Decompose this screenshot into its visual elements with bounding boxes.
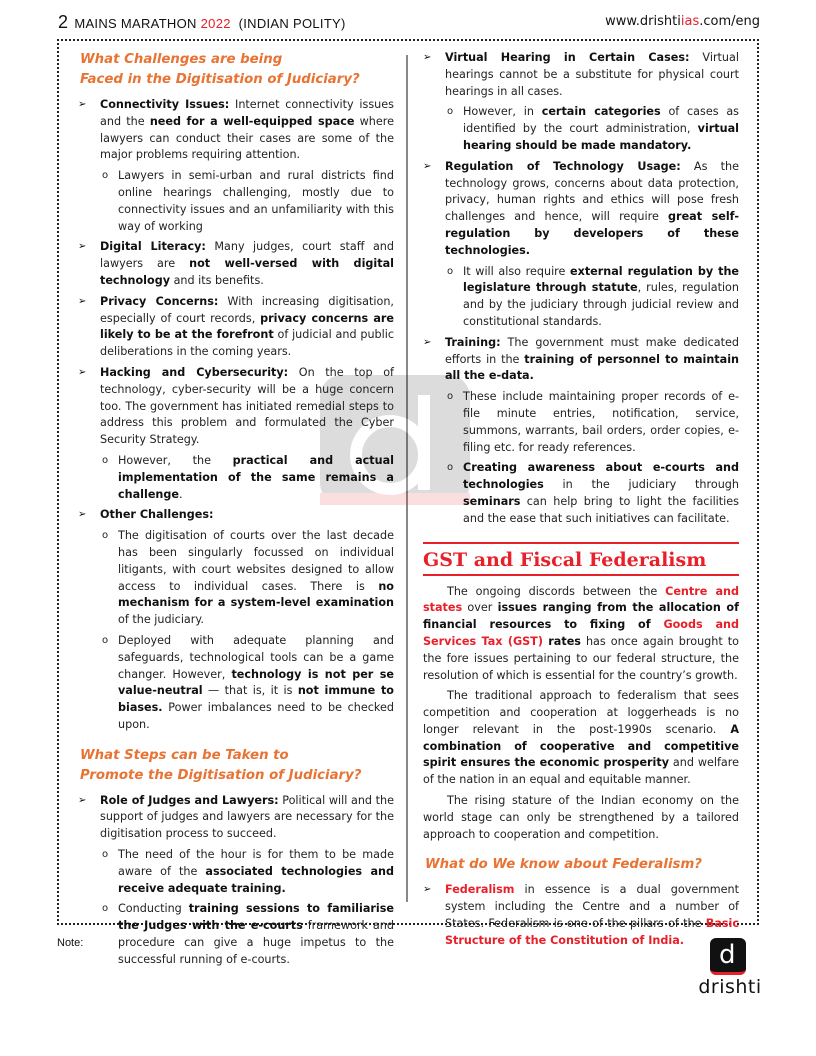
paragraph bbox=[423, 584, 739, 685]
item-text: where lawyers can conduct their cases are some of the major problems requiring attention. bbox=[100, 114, 394, 162]
sub-item-text: Conducting bbox=[118, 902, 189, 916]
circle-bullet-icon: o bbox=[102, 849, 109, 861]
circle-bullet-icon: o bbox=[102, 903, 109, 915]
arrow-bullet-icon: ➢ bbox=[78, 509, 87, 521]
sub-item-emphasis: external regulation by the legislature through statute bbox=[463, 264, 739, 295]
sub-item-text: These include maintaining proper records of e-file minute entries, notification, service, summons, warrants, bail orders, order copies, e-filing etc. for ready references. bbox=[463, 390, 739, 454]
item-emphasis: need for a well-equipped space bbox=[149, 114, 355, 128]
arrow-bullet-icon: ➢ bbox=[78, 794, 87, 806]
heading-line: What Challenges are being bbox=[80, 52, 283, 67]
item-text: The government must make dedicated efforts in the bbox=[445, 335, 739, 366]
sub-item-emphasis: virtual hearing should be made mandatory. bbox=[463, 122, 739, 152]
item-emphasis: privacy concerns are likely to be at the forefront bbox=[100, 311, 394, 342]
section-title: GST and Fiscal Federalism bbox=[423, 548, 707, 571]
item-emphasis: not well-versed with digital technology bbox=[100, 257, 394, 287]
circle-bullet-icon: o bbox=[102, 530, 109, 542]
sub-item-emphasis: not immune to biases. bbox=[118, 684, 394, 715]
circle-bullet-icon: o bbox=[447, 391, 454, 403]
item-highlight: Federalism bbox=[445, 883, 515, 897]
arrow-bullet-icon: ➢ bbox=[78, 366, 87, 378]
list-item bbox=[78, 294, 394, 361]
item-title: Digital Literacy: bbox=[100, 240, 206, 254]
heading-line: Promote the Digitisation of Judiciary? bbox=[80, 767, 362, 783]
column-divider bbox=[406, 55, 408, 902]
sub-list-item bbox=[445, 460, 739, 527]
circle-bullet-icon: o bbox=[447, 106, 454, 118]
sub-item-emphasis: technology is not per se value-neutral bbox=[118, 667, 394, 698]
item-text: Internet connectivity issues and the bbox=[100, 98, 394, 128]
list-item bbox=[423, 335, 739, 385]
page-number: 2 bbox=[58, 12, 69, 32]
sub-item-text: It will also require bbox=[463, 264, 571, 278]
series-year: 2022 bbox=[200, 16, 231, 31]
list-item bbox=[423, 882, 739, 949]
item-text: Virtual hearings cannot be a substitute for physical court hearings in all cases. bbox=[445, 51, 739, 98]
note-label: Note: bbox=[57, 937, 84, 949]
item-text: in essence is a dual government system including the Centre and a number of States. Federalism is one of the pillars of the bbox=[445, 883, 739, 931]
logo-letter: d bbox=[719, 940, 736, 970]
sub-item-text: The digitisation of courts over the last decade has been singularly focussed on individual litigants, with court websites designed to allow access to individual cases. There is bbox=[118, 529, 394, 593]
sub-item-text: . bbox=[178, 487, 183, 501]
sub-item-text: However, in bbox=[463, 105, 542, 119]
list-item bbox=[423, 159, 739, 260]
item-text: Political will and the support of judges and lawyers are necessary for the digitisation process to succeed. bbox=[100, 793, 394, 841]
sub-item-text: Deployed with adequate planning and safeguards, technological tools can be a game changer. However, bbox=[118, 633, 394, 681]
item-text: Many judges, court staff and lawyers are bbox=[100, 240, 394, 271]
item-text: As the technology grows, concerns about data protection, privacy, human rights and ethics will pose fresh challenges and hence, will require bbox=[445, 159, 739, 224]
sub-item-text: can help bring to light the facilities and the ease that such initiatives can facilitate. bbox=[463, 494, 739, 525]
sub-list-item bbox=[100, 633, 394, 734]
para-text: The ongoing discords between the bbox=[447, 584, 666, 598]
logo-d-icon bbox=[710, 938, 746, 975]
sub-item-emphasis: no mechanism for a system-level examination bbox=[118, 579, 394, 610]
sub-item-text: However, the bbox=[118, 453, 233, 467]
sub-item-text: framework and procedure can give a huge impetus to the successful running of e-courts. bbox=[118, 919, 394, 966]
circle-bullet-icon: o bbox=[102, 634, 109, 646]
para-text: over bbox=[462, 601, 498, 615]
sub-item-emphasis: certain categories bbox=[541, 105, 661, 119]
sub-item-text: of cases as identified by the court administration, bbox=[463, 105, 740, 136]
para-emphasis: issues ranging from the allocation of financial resources to fixing of bbox=[423, 601, 739, 632]
sub-list-item bbox=[445, 389, 739, 456]
circle-bullet-icon: o bbox=[102, 454, 109, 466]
paragraph bbox=[423, 688, 739, 789]
item-text: With increasing digitisation, especially of court records, bbox=[100, 294, 394, 325]
site-suffix: .com/eng bbox=[699, 14, 760, 29]
list-item bbox=[78, 793, 394, 843]
sub-list-item bbox=[100, 847, 394, 897]
sub-item-text: of the judiciary. bbox=[118, 613, 204, 627]
sub-item-emphasis: practical and actual implementation of the same remains a challenge bbox=[118, 453, 394, 501]
arrow-bullet-icon: ➢ bbox=[423, 336, 432, 348]
item-title: Connectivity Issues: bbox=[100, 98, 230, 111]
sub-item-text: Lawyers in semi-urban and rural districts find online hearings challenging, mostly due to connectivity issues and an unfamiliarity with this way of working bbox=[118, 169, 394, 233]
section-title-box bbox=[423, 542, 739, 576]
running-title bbox=[58, 12, 346, 33]
heading-line: What Steps can be Taken to bbox=[80, 747, 289, 763]
sub-item-text: Power imbalances need to be checked upon. bbox=[118, 701, 394, 731]
para-highlight: Goods and Services Tax (GST) bbox=[423, 618, 740, 648]
list-item bbox=[78, 365, 394, 449]
para-emphasis: A combination of cooperative and competitive spirit ensures the economic prosperity bbox=[423, 722, 739, 770]
item-text: On the top of technology, cyber-security will be a huge concern too. The government has initiated remedial steps to address this problem and formulated the Cyber Security Strategy. bbox=[100, 365, 394, 447]
item-title: Role of Judges and Lawyers: bbox=[100, 793, 279, 807]
sub-list-item bbox=[100, 528, 394, 629]
arrow-bullet-icon: ➢ bbox=[423, 884, 432, 896]
site-link[interactable] bbox=[605, 14, 760, 29]
arrow-bullet-icon: ➢ bbox=[423, 52, 432, 63]
item-title: Regulation of Technology Usage: bbox=[445, 159, 681, 173]
site-accent: ias bbox=[680, 14, 700, 29]
circle-bullet-icon: o bbox=[102, 170, 109, 182]
para-text: has once again brought to the fore issues pertaining to our federal structure, the resolution of which is essential for the country’s growth. bbox=[423, 634, 739, 682]
arrow-bullet-icon: ➢ bbox=[78, 295, 87, 307]
logo-text: drishti bbox=[698, 976, 762, 998]
item-text: of judicial and public deliberations in the coming years. bbox=[100, 328, 395, 359]
item-highlight: Basic Structure of the Constitution of India. bbox=[445, 917, 739, 947]
sub-list-item bbox=[445, 104, 739, 154]
para-text: and welfare of the nation in an equal and equitable manner. bbox=[423, 756, 739, 787]
page-header bbox=[58, 12, 760, 34]
site-prefix: www.drishti bbox=[605, 14, 681, 29]
series-subject: (INDIAN POLITY) bbox=[238, 16, 346, 31]
sub-item-text: The need of the hour is for them to be made aware of the bbox=[118, 848, 394, 878]
list-item bbox=[78, 239, 394, 289]
drishti-logo bbox=[698, 938, 762, 998]
para-emphasis: rates bbox=[542, 634, 581, 648]
sub-list-item bbox=[100, 901, 394, 968]
arrow-bullet-icon: ➢ bbox=[78, 241, 87, 253]
series-title: MAINS MARATHON bbox=[74, 16, 197, 31]
list-item bbox=[423, 50, 739, 100]
heading-line: Faced in the Digitisation of Judiciary? bbox=[80, 72, 360, 87]
sub-list-item bbox=[100, 168, 394, 235]
sub-item-emphasis: associated technologies and receive adequate training. bbox=[118, 864, 394, 895]
sub-item-emphasis: training sessions to familiarise the Judges with the e-courts bbox=[118, 902, 394, 933]
item-title: Virtual Hearing in Certain Cases: bbox=[445, 51, 690, 64]
para-highlight: Centre and states bbox=[423, 584, 740, 615]
item-title: Hacking and Cybersecurity: bbox=[100, 365, 289, 379]
sub-item-text: , rules, regulation and by the judiciary through judicial review and constitutional standards. bbox=[463, 281, 739, 328]
steps-heading bbox=[80, 746, 394, 786]
item-emphasis: training of personnel to maintain all the e-data. bbox=[445, 352, 740, 383]
arrow-bullet-icon: ➢ bbox=[423, 160, 432, 172]
sub-item-text: in the judiciary through bbox=[543, 478, 739, 492]
sub-item-emphasis: Creating awareness about e-courts and technologies bbox=[463, 461, 739, 492]
challenges-heading bbox=[80, 50, 394, 90]
federalism-heading: What do We know about Federalism? bbox=[425, 857, 703, 873]
item-title: Training: bbox=[445, 335, 501, 349]
left-column bbox=[78, 50, 394, 973]
circle-bullet-icon: o bbox=[447, 265, 454, 277]
list-item bbox=[78, 507, 394, 524]
item-emphasis: great self-regulation by developers of these technologies. bbox=[445, 210, 739, 257]
item-text: and its benefits. bbox=[170, 273, 264, 287]
paragraph: The rising stature of the Indian economy on the world stage can only be strengthened by a tailored approach to cooperation and competition. bbox=[423, 794, 739, 841]
right-column bbox=[423, 50, 739, 954]
circle-bullet-icon: o bbox=[447, 462, 454, 474]
item-title: Privacy Concerns: bbox=[100, 294, 219, 308]
item-title: Other Challenges: bbox=[100, 508, 214, 522]
sub-list-item bbox=[445, 264, 739, 331]
sub-list-item bbox=[100, 453, 394, 503]
sub-item-emphasis: seminars bbox=[463, 494, 521, 508]
sub-item-text: — that is, it is bbox=[202, 684, 298, 698]
list-item bbox=[78, 97, 394, 164]
arrow-bullet-icon: ➢ bbox=[78, 99, 87, 110]
para-text: The traditional approach to federalism that sees competition and cooperation at loggerheads is no longer relevant in the post-1990s scenario. bbox=[423, 689, 739, 736]
